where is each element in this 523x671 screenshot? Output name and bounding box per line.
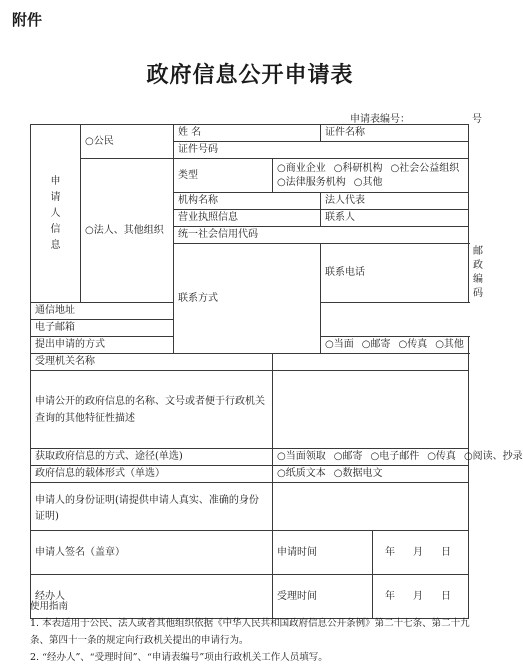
address-label: 通信地址 (31, 303, 321, 320)
method-label: 提出申请的方式 (31, 337, 174, 354)
agency-label: 受理机关名称 (31, 354, 273, 371)
id-proof-value[interactable] (273, 483, 469, 531)
notes-item-1-line-2: 条、第四十一条的规定向行政机关提出的申请行为。 (30, 635, 249, 646)
contact-label: 联系方式 (174, 244, 321, 354)
row-id-proof (31, 483, 469, 531)
year-label: 年 (385, 590, 395, 602)
row-citizen-name (31, 125, 469, 142)
form-title: 政府信息公开申请表 (146, 62, 354, 88)
obtain-option-read-copy[interactable]: ○阅读、抄录 (463, 451, 523, 462)
id-proof-label: 申请人的身份证明(请提供申请人真实、准确的身份证明) (31, 483, 273, 531)
application-date[interactable] (373, 531, 469, 575)
email-label: 电子邮箱 (31, 320, 321, 337)
obtain-option-in-person[interactable]: ○当面领取 (277, 451, 326, 462)
obtain-option-mail[interactable]: ○邮寄 (333, 451, 363, 462)
row-phone: 联系方式 联系电话 邮政编码 (31, 244, 469, 303)
month-label: 月 (413, 590, 423, 602)
type-label: 类型 (174, 159, 273, 193)
row-obtain (31, 449, 469, 466)
row-carrier (31, 466, 469, 483)
handler-label: 经办人 (31, 575, 273, 619)
notes-item-1-line-1: 1. 本表适用于公民、法人或者其他组织依据《中华人民共和国政府信息公开条例》第二十七条、第二十九 (30, 618, 470, 629)
accept-time-label: 受理时间 (273, 575, 373, 619)
application-number-suffix: 号 (472, 114, 482, 125)
type-option-public-welfare[interactable]: ○社会公益组织 (390, 162, 460, 174)
info-desc-label: 申请公开的政府信息的名称、文号或者便于行政机关查询的其他特征性描述 (31, 371, 273, 449)
method-option-other[interactable]: ○其他 (435, 339, 464, 350)
applicant-info-label: 申 请 人 信 息 (31, 125, 81, 303)
notes-heading: 使用指南 (30, 601, 69, 612)
citizen-option[interactable]: ○公民 (81, 125, 174, 159)
type-option-legal-service[interactable]: ○法律服务机构 (277, 176, 346, 188)
application-number (350, 110, 482, 125)
method-options (321, 337, 469, 354)
obtain-options (273, 449, 523, 466)
obtain-label: 获取政府信息的方式、途径(单选) (31, 449, 273, 466)
contact-person-label: 联系人 (321, 210, 469, 227)
application-time-label: 申请时间 (273, 531, 373, 575)
cert-name-label: 证件名称 (321, 125, 469, 142)
type-option-research[interactable]: ○科研机构 (333, 162, 383, 174)
type-option-other[interactable]: ○其他 (353, 176, 383, 188)
carrier-options (273, 466, 469, 483)
name-label: 姓 名 (174, 125, 321, 142)
cert-no-label: 证件号码 (174, 142, 469, 159)
row-address (31, 303, 469, 320)
row-info-desc (31, 371, 469, 449)
carrier-option-paper[interactable]: ○纸质文本 (277, 468, 326, 479)
year-label: 年 (385, 546, 395, 558)
application-number-label: 申请表编号： (350, 114, 410, 125)
carrier-option-electronic[interactable]: ○数据电文 (333, 468, 383, 479)
type-option-commercial[interactable]: ○商业企业 (277, 162, 326, 174)
notes-item-2: 2. “经办人”、“受理时间”、“申请表编号”项由行政机关工作人员填写。 (30, 652, 328, 663)
day-label: 日 (441, 546, 451, 558)
row-email (31, 320, 469, 337)
method-option-in-person[interactable]: ○当面 (325, 339, 354, 350)
obtain-option-email[interactable]: ○电子邮件 (370, 451, 420, 462)
attachment-label: 附件 (12, 11, 43, 29)
signature-label: 申请人签名（盖章） (31, 531, 273, 575)
obtain-option-fax[interactable]: ○传真 (427, 451, 456, 462)
application-form-table (30, 124, 523, 619)
month-label: 月 (413, 546, 423, 558)
info-desc-value[interactable] (273, 371, 469, 449)
row-signature (31, 531, 469, 575)
credit-code-label: 统一社会信用代码 (174, 227, 469, 244)
license-label: 营业执照信息 (174, 210, 321, 227)
agency-value[interactable] (273, 354, 469, 371)
type-options (273, 159, 469, 193)
phone-label: 联系电话 (321, 244, 469, 303)
method-option-mail[interactable]: ○邮寄 (361, 339, 391, 350)
row-agency (31, 354, 469, 371)
carrier-label: 政府信息的载体形式（单选） (31, 466, 273, 483)
legal-rep-label: 法人代表 (321, 193, 469, 210)
method-option-fax[interactable]: ○传真 (398, 339, 428, 350)
org-name-label: 机构名称 (174, 193, 321, 210)
day-label: 日 (441, 590, 451, 602)
legal-org-option[interactable]: ○法人、其他组织 (81, 159, 174, 303)
row-org-type (31, 159, 469, 193)
usage-notes (30, 598, 475, 666)
